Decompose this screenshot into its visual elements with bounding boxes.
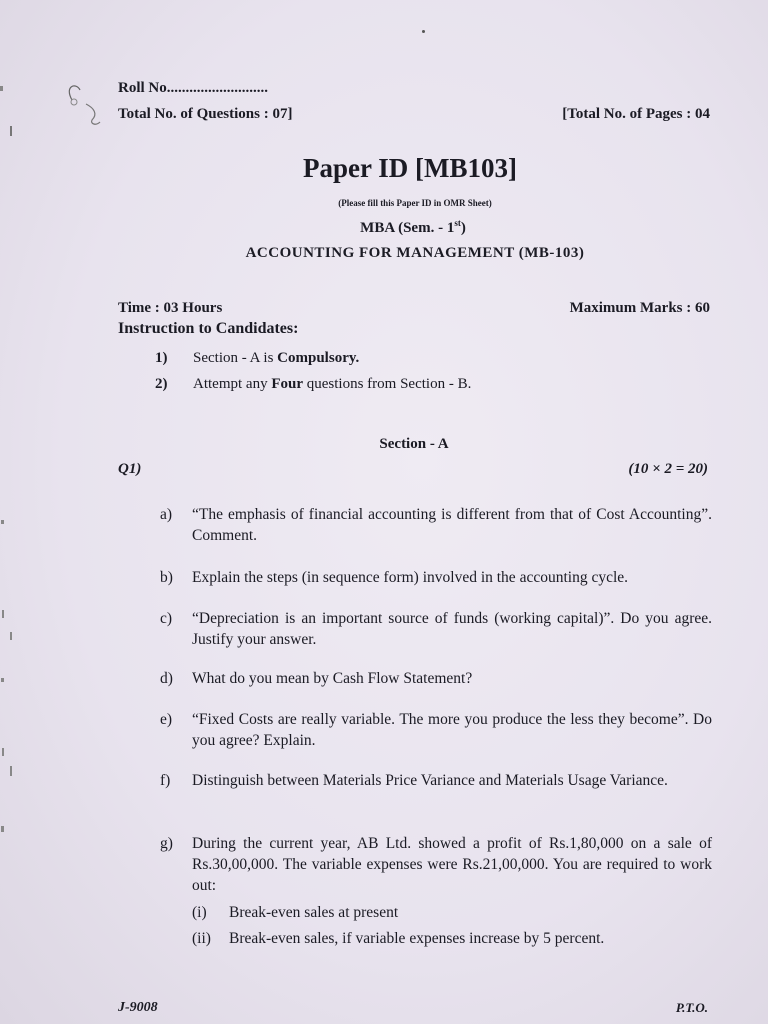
item-text: “Depreciation is an important source of funds (working capital)”. Do you agree. Justify your answer.	[192, 610, 712, 648]
instruction-text: Section - A is	[193, 350, 278, 366]
staple-hole-icon	[56, 80, 106, 130]
item-text: “Fixed Costs are really variable. The more you produce the less they become”. Do you agree? Explain.	[192, 711, 712, 749]
instruction-text-tail: questions from Section - B.	[303, 376, 472, 392]
paper-code: J-9008	[118, 1000, 158, 1015]
item-text: Explain the steps (in sequence form) involved in the accounting cycle.	[192, 569, 629, 586]
item-letter: g)	[160, 835, 173, 852]
ink-speck	[422, 30, 425, 33]
question-number: Q1)	[118, 461, 142, 477]
instruction-number: 2)	[155, 376, 168, 392]
item-text: What do you mean by Cash Flow Statement?	[192, 670, 473, 687]
paper-id-title: Paper ID [MB103]	[303, 153, 517, 183]
item-letter: a)	[160, 506, 173, 523]
item-text: During the current year, AB Ltd. showed a profit of Rs.1,80,000 on a sale of Rs.30,00,000. The variable expenses were Rs.21,00,000. You are required to work out:	[192, 835, 712, 894]
item-letter: e)	[160, 711, 173, 728]
maximum-marks: Maximum Marks : 60	[569, 300, 710, 316]
question-item-b	[160, 567, 712, 588]
question-item-a	[160, 504, 712, 546]
sub-item-text: Break-even sales at present	[229, 904, 399, 921]
item-letter: d)	[160, 670, 173, 687]
course-superscript: st	[454, 218, 461, 228]
question-item-c	[160, 608, 712, 650]
course-prefix: MBA (Sem. - 1	[360, 220, 455, 236]
sub-item	[192, 902, 398, 923]
time-allowed: Time : 03 Hours	[118, 300, 223, 316]
instruction-item	[155, 350, 359, 367]
instruction-text: Attempt any	[193, 376, 272, 392]
subject-title: ACCOUNTING FOR MANAGEMENT (MB-103)	[245, 245, 585, 261]
question-marks: (10 × 2 = 20)	[628, 461, 708, 477]
instruction-item	[155, 376, 471, 393]
question-item-f	[160, 770, 712, 791]
roll-number-field: Roll No...........................	[118, 80, 268, 96]
total-questions: Total No. of Questions : 07]	[118, 106, 293, 122]
total-pages: [Total No. of Pages : 04	[562, 106, 710, 122]
instruction-number: 1)	[155, 350, 168, 366]
omr-note: (Please fill this Paper ID in OMR Sheet)	[338, 198, 492, 208]
instruction-emphasis: Compulsory.	[277, 350, 360, 366]
please-turn-over: P.T.O.	[675, 1000, 708, 1015]
sub-item-text: Break-even sales, if variable expenses increase by 5 percent.	[229, 930, 605, 947]
section-a-heading: Section - A	[379, 436, 449, 452]
course-suffix: )	[460, 220, 466, 236]
item-text: “The emphasis of financial accounting is different from that of Cost Accounting”. Comment.	[192, 506, 712, 544]
item-letter: b)	[160, 569, 173, 586]
question-item-e	[160, 709, 712, 751]
instructions-heading: Instruction to Candidates:	[118, 320, 299, 337]
question-item-d	[160, 668, 712, 689]
sub-item-numeral: (ii)	[192, 930, 211, 947]
item-text: Distinguish between Materials Price Variance and Materials Usage Variance.	[192, 772, 668, 789]
item-letter: f)	[160, 772, 171, 789]
sub-item	[192, 928, 604, 949]
question-item-g	[160, 833, 712, 896]
item-letter: c)	[160, 610, 173, 627]
course-semester	[0, 218, 768, 237]
instruction-emphasis: Four	[271, 376, 303, 392]
sub-item-numeral: (i)	[192, 904, 207, 921]
